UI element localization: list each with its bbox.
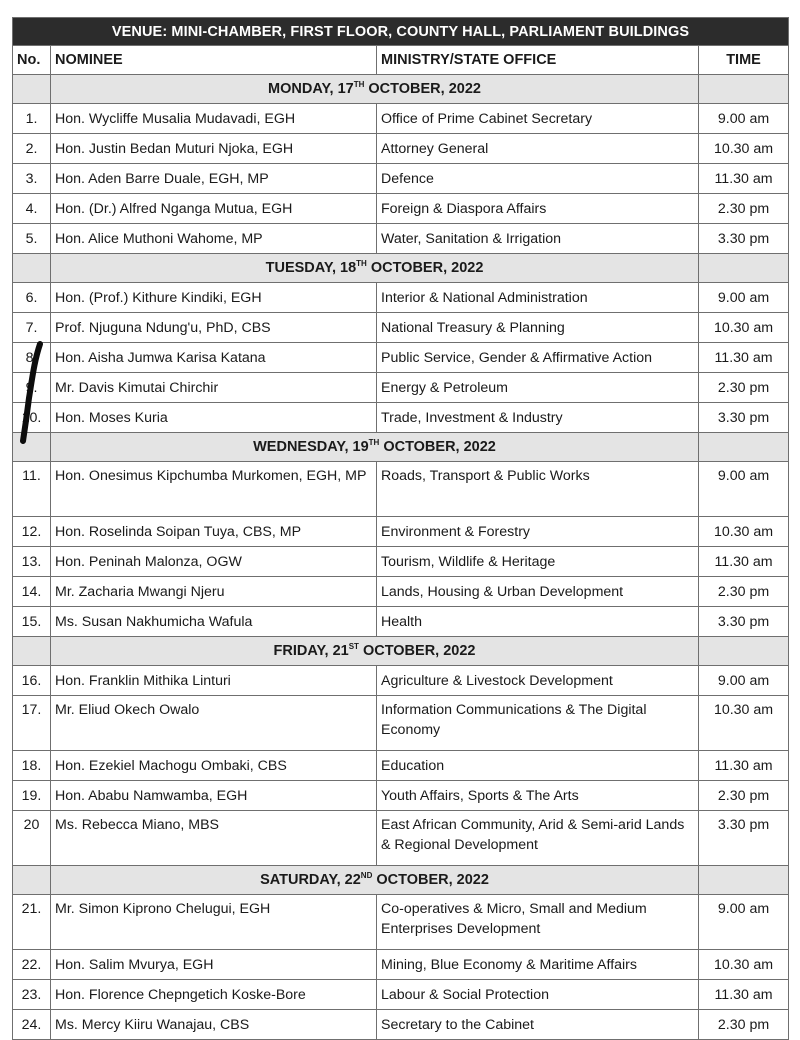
table-row: 7. Prof. Njuguna Ndung'u, PhD, CBS National Treasury & Planning 10.30 am (13, 313, 789, 343)
header-row (13, 46, 789, 75)
day-row-friday (13, 637, 789, 666)
day-row-monday (13, 75, 789, 104)
nominee-cell: Hon. Salim Mvurya, EGH (51, 950, 377, 980)
nominee-cell: Hon. Onesimus Kipchumba Murkomen, EGH, MP (51, 462, 377, 517)
ministry-cell: Information Communications & The Digital Economy (377, 696, 699, 751)
nominee-cell: Hon. Aisha Jumwa Karisa Katana (51, 343, 377, 373)
nominee-cell: Hon. Peninah Malonza, OGW (51, 547, 377, 577)
time-cell: 2.30 pm (699, 781, 789, 811)
day-title: WEDNESDAY, 19TH OCTOBER, 2022 (51, 433, 699, 462)
header-ministry: MINISTRY/STATE OFFICE (377, 46, 699, 75)
time-cell: 2.30 pm (699, 1010, 789, 1040)
time-cell: 9.00 am (699, 666, 789, 696)
day-row-tuesday (13, 254, 789, 283)
table-row: 12. Hon. Roselinda Soipan Tuya, CBS, MP Environment & Forestry 10.30 am (13, 517, 789, 547)
time-cell: 11.30 am (699, 547, 789, 577)
ministry-cell: Agriculture & Livestock Development (377, 666, 699, 696)
nominee-cell: Mr. Simon Kiprono Chelugui, EGH (51, 895, 377, 950)
table-row: 1. Hon. Wycliffe Musalia Mudavadi, EGH Office of Prime Cabinet Secretary 9.00 am (13, 104, 789, 134)
nominee-cell: Mr. Zacharia Mwangi Njeru (51, 577, 377, 607)
nominee-cell: Mr. Davis Kimutai Chirchir (51, 373, 377, 403)
time-cell: 11.30 am (699, 343, 789, 373)
time-cell: 9.00 am (699, 462, 789, 517)
nominee-cell: Hon. (Prof.) Kithure Kindiki, EGH (51, 283, 377, 313)
header-no: No. (13, 46, 51, 75)
time-cell: 9.00 am (699, 283, 789, 313)
table-row: 24. Ms. Mercy Kiiru Wanajau, CBS Secretary to the Cabinet 2.30 pm (13, 1010, 789, 1040)
time-cell: 3.30 pm (699, 224, 789, 254)
nominee-cell: Hon. (Dr.) Alfred Nganga Mutua, EGH (51, 194, 377, 224)
ministry-cell: Defence (377, 164, 699, 194)
ministry-cell: East African Community, Arid & Semi-arid Lands & Regional Development (377, 811, 699, 866)
venue-row (13, 18, 789, 46)
ministry-cell: Co-operatives & Micro, Small and Medium Enterprises Development (377, 895, 699, 950)
nominee-cell: Hon. Florence Chepngetich Koske-Bore (51, 980, 377, 1010)
header-nominee: NOMINEE (51, 46, 377, 75)
ministry-cell: Secretary to the Cabinet (377, 1010, 699, 1040)
time-cell: 11.30 am (699, 980, 789, 1010)
table-row: 11. Hon. Onesimus Kipchumba Murkomen, EGH, MP Roads, Transport & Public Works 9.00 am (13, 462, 789, 517)
nominee-cell: Hon. Justin Bedan Muturi Njoka, EGH (51, 134, 377, 164)
nominee-cell: Ms. Susan Nakhumicha Wafula (51, 607, 377, 637)
time-cell: 9.00 am (699, 895, 789, 950)
time-cell: 10.30 am (699, 950, 789, 980)
day-row-wednesday (13, 433, 789, 462)
header-time: TIME (699, 46, 789, 75)
ministry-cell: Office of Prime Cabinet Secretary (377, 104, 699, 134)
ministry-cell: Public Service, Gender & Affirmative Action (377, 343, 699, 373)
time-cell: 11.30 am (699, 164, 789, 194)
table-row: 19. Hon. Ababu Namwamba, EGH Youth Affairs, Sports & The Arts 2.30 pm (13, 781, 789, 811)
ministry-cell: Trade, Investment & Industry (377, 403, 699, 433)
table-row: 3. Hon. Aden Barre Duale, EGH, MP Defence 11.30 am (13, 164, 789, 194)
table-row: 14. Mr. Zacharia Mwangi Njeru Lands, Housing & Urban Development 2.30 pm (13, 577, 789, 607)
time-cell: 3.30 pm (699, 403, 789, 433)
nominee-cell: Hon. Franklin Mithika Linturi (51, 666, 377, 696)
table-row: 22. Hon. Salim Mvurya, EGH Mining, Blue Economy & Maritime Affairs 10.30 am (13, 950, 789, 980)
table-row: 5. Hon. Alice Muthoni Wahome, MP Water, Sanitation & Irrigation 3.30 pm (13, 224, 789, 254)
time-cell: 10.30 am (699, 517, 789, 547)
ministry-cell: Interior & National Administration (377, 283, 699, 313)
table-row: 2. Hon. Justin Bedan Muturi Njoka, EGH Attorney General 10.30 am (13, 134, 789, 164)
table-row: 9. Mr. Davis Kimutai Chirchir Energy & Petroleum 2.30 pm (13, 373, 789, 403)
ministry-cell: Labour & Social Protection (377, 980, 699, 1010)
nominee-cell: Mr. Eliud Okech Owalo (51, 696, 377, 751)
day-row-saturday (13, 866, 789, 895)
ministry-cell: Mining, Blue Economy & Maritime Affairs (377, 950, 699, 980)
time-cell: 3.30 pm (699, 607, 789, 637)
nominee-cell: Hon. Moses Kuria (51, 403, 377, 433)
table-row: 6. Hon. (Prof.) Kithure Kindiki, EGH Interior & National Administration 9.00 am (13, 283, 789, 313)
venue-title: VENUE: MINI-CHAMBER, FIRST FLOOR, COUNTY HALL, PARLIAMENT BUILDINGS (13, 18, 789, 46)
table-row: 13. Hon. Peninah Malonza, OGW Tourism, Wildlife & Heritage 11.30 am (13, 547, 789, 577)
ministry-cell: Youth Affairs, Sports & The Arts (377, 781, 699, 811)
ministry-cell: National Treasury & Planning (377, 313, 699, 343)
time-cell: 2.30 pm (699, 577, 789, 607)
table-row: 21. Mr. Simon Kiprono Chelugui, EGH Co-operatives & Micro, Small and Medium Enterprises Development 9.00 am (13, 895, 789, 950)
table-row: 4. Hon. (Dr.) Alfred Nganga Mutua, EGH Foreign & Diaspora Affairs 2.30 pm (13, 194, 789, 224)
table-row: 8. Hon. Aisha Jumwa Karisa Katana Public Service, Gender & Affirmative Action 11.30 am (13, 343, 789, 373)
ministry-cell: Tourism, Wildlife & Heritage (377, 547, 699, 577)
time-cell: 2.30 pm (699, 194, 789, 224)
nominee-cell: Hon. Aden Barre Duale, EGH, MP (51, 164, 377, 194)
time-cell: 9.00 am (699, 104, 789, 134)
nominee-cell: Hon. Ezekiel Machogu Ombaki, CBS (51, 751, 377, 781)
nominee-cell: Hon. Wycliffe Musalia Mudavadi, EGH (51, 104, 377, 134)
schedule-table (12, 17, 789, 1040)
table-row: 17. Mr. Eliud Okech Owalo Information Communications & The Digital Economy 10.30 am (13, 696, 789, 751)
table-row: 18. Hon. Ezekiel Machogu Ombaki, CBS Education 11.30 am (13, 751, 789, 781)
time-cell: 10.30 am (699, 134, 789, 164)
ministry-cell: Education (377, 751, 699, 781)
ministry-cell: Foreign & Diaspora Affairs (377, 194, 699, 224)
day-title: TUESDAY, 18TH OCTOBER, 2022 (51, 254, 699, 283)
ministry-cell: Health (377, 607, 699, 637)
table-row: 15. Ms. Susan Nakhumicha Wafula Health 3.30 pm (13, 607, 789, 637)
day-title: FRIDAY, 21ST OCTOBER, 2022 (51, 637, 699, 666)
table-row: 23. Hon. Florence Chepngetich Koske-Bore Labour & Social Protection 11.30 am (13, 980, 789, 1010)
time-cell: 10.30 am (699, 313, 789, 343)
time-cell: 2.30 pm (699, 373, 789, 403)
nominee-cell: Ms. Rebecca Miano, MBS (51, 811, 377, 866)
ministry-cell: Environment & Forestry (377, 517, 699, 547)
day-title: SATURDAY, 22ND OCTOBER, 2022 (51, 866, 699, 895)
nominee-cell: Ms. Mercy Kiiru Wanajau, CBS (51, 1010, 377, 1040)
time-cell: 11.30 am (699, 751, 789, 781)
ministry-cell: Energy & Petroleum (377, 373, 699, 403)
time-cell: 10.30 am (699, 696, 789, 751)
time-cell: 3.30 pm (699, 811, 789, 866)
ministry-cell: Attorney General (377, 134, 699, 164)
nominee-cell: Hon. Roselinda Soipan Tuya, CBS, MP (51, 517, 377, 547)
ministry-cell: Roads, Transport & Public Works (377, 462, 699, 517)
day-title: MONDAY, 17TH OCTOBER, 2022 (51, 75, 699, 104)
table-row: 16. Hon. Franklin Mithika Linturi Agriculture & Livestock Development 9.00 am (13, 666, 789, 696)
ministry-cell: Lands, Housing & Urban Development (377, 577, 699, 607)
nominee-cell: Hon. Alice Muthoni Wahome, MP (51, 224, 377, 254)
table-row: 20 Ms. Rebecca Miano, MBS East African Community, Arid & Semi-arid Lands & Regional Development 3.30 pm (13, 811, 789, 866)
nominee-cell: Hon. Ababu Namwamba, EGH (51, 781, 377, 811)
ministry-cell: Water, Sanitation & Irrigation (377, 224, 699, 254)
table-row: 10. Hon. Moses Kuria Trade, Investment & Industry 3.30 pm (13, 403, 789, 433)
nominee-cell: Prof. Njuguna Ndung'u, PhD, CBS (51, 313, 377, 343)
